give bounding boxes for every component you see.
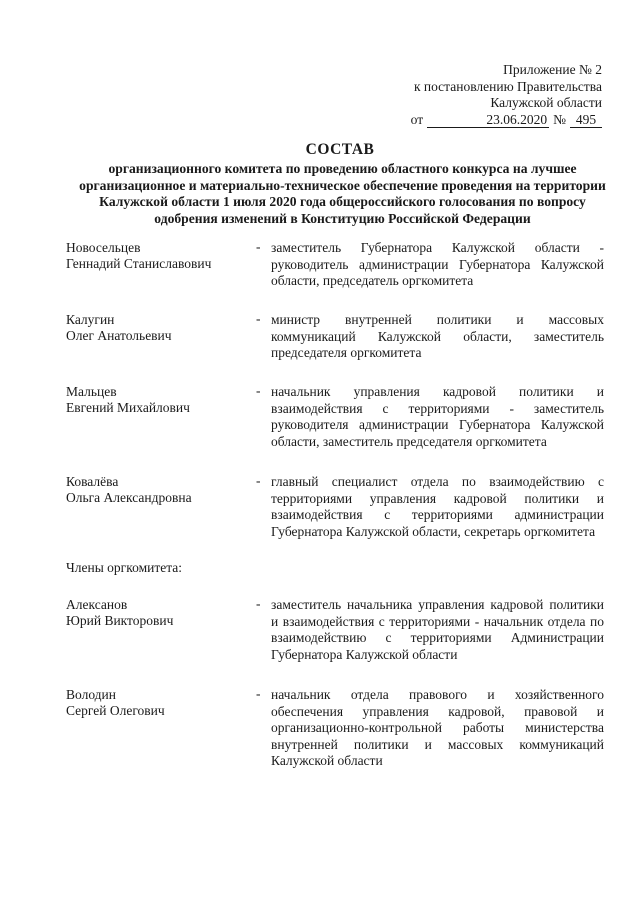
member-name: [66, 597, 246, 629]
appendix-block: [362, 62, 602, 128]
dash-separator: -: [256, 311, 261, 326]
member-name: [66, 474, 246, 506]
member-given-name: Ольга Александровна: [66, 490, 192, 505]
dash-separator: -: [256, 686, 261, 701]
member-surname: Новосельцев: [66, 240, 141, 255]
member-surname: Ковалёва: [66, 474, 119, 489]
member-role: заместитель Губернатора Калужской области - руководитель администрации Губернатора Калужской области, председатель оргкомитета: [271, 240, 604, 289]
appendix-resolution: к постановлению Правительства: [413, 78, 602, 94]
member-role: начальник управления кадровой политики и взаимодействия с территориями - заместитель руководителя администрации Губернатора Калужской области, заместитель председателя оргкомитета: [271, 384, 604, 449]
document-subtitle: организационного комитета по проведению областного конкурса на лучшее организационное и материально-техническое обеспечение проведения на территории Калужской области 1 июля 2020 года общероссийского голосования по вопросу одобрения изменений в Конституцию Российской Федерации: [79, 161, 606, 226]
dash-separator: -: [256, 239, 261, 254]
member-role: министр внутренней политики и массовых коммуникаций Калужской области, заместитель председателя оргкомитета: [271, 312, 604, 361]
appendix-date-line: [362, 112, 602, 129]
member-given-name: Геннадий Станиславович: [66, 256, 212, 271]
appendix-region: Калужской области: [490, 95, 602, 110]
member-role: главный специалист отдела по взаимодействию с территориями управления кадровой политики и взаимодействия с территориями администрации Губернатора Калужской области, секретарь оргкомитета: [271, 474, 604, 539]
from-label: от: [410, 111, 424, 127]
members-heading: Члены оргкомитета:: [66, 560, 183, 575]
member-surname: Алексанов: [66, 597, 128, 612]
member-surname: Калугин: [66, 312, 115, 327]
member-name: [66, 312, 246, 344]
member-given-name: Евгений Михайлович: [66, 400, 190, 415]
member-surname: Мальцев: [66, 384, 117, 399]
dash-separator: -: [256, 596, 261, 611]
resolution-date: 23.06.2020: [427, 113, 549, 128]
number-label: №: [553, 111, 566, 127]
dash-separator: -: [256, 473, 261, 488]
member-role: начальник отдела правового и хозяйственного обеспечения управления кадровой, правовой и организационно-контрольной работы министерства внутренней политики и массовых коммуникаций Калужской области: [271, 687, 604, 769]
member-given-name: Олег Анатольевич: [66, 328, 172, 343]
member-surname: Володин: [66, 687, 116, 702]
member-name: [66, 384, 246, 416]
member-name: [66, 687, 246, 719]
member-given-name: Сергей Олегович: [66, 703, 165, 718]
dash-separator: -: [256, 383, 261, 398]
member-name: [66, 240, 246, 272]
resolution-number: 495: [570, 113, 602, 128]
document-title: СОСТАВ: [305, 141, 375, 158]
member-role: заместитель начальника управления кадровой политики и взаимодействия с территориями - начальник отдела по взаимодействию с территориями Администрации Губернатора Калужской области: [271, 597, 604, 662]
member-given-name: Юрий Викторович: [66, 613, 174, 628]
appendix-number: Приложение № 2: [503, 62, 602, 77]
